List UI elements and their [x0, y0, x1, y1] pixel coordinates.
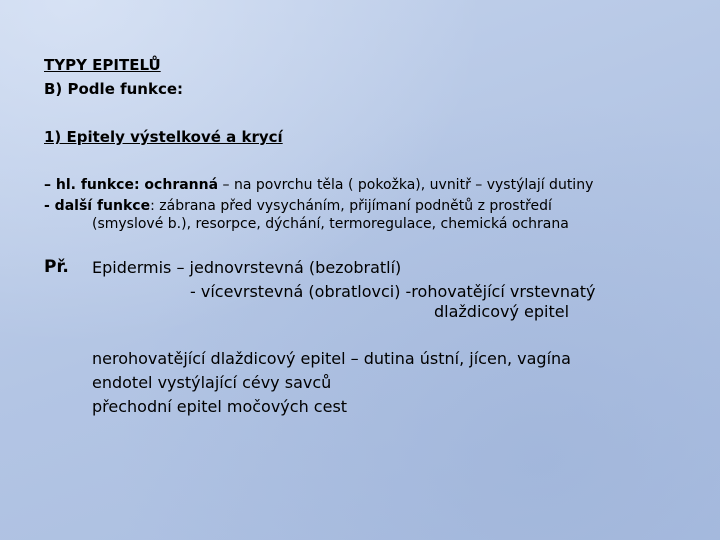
other-function-label: - další funkce [44, 198, 151, 214]
main-function-line [44, 178, 593, 192]
heading-title: TYPY EPITELŮ [44, 56, 161, 74]
example-line: endotel vystýlající cévy savců [92, 373, 332, 392]
other-function-continuation: (smyslové b.), resorpce, dýchání, termoregulace, chemická ochrana [92, 216, 569, 232]
main-function-label: – hl. funkce: ochranná [44, 177, 219, 193]
heading-subtitle: B) Podle funkce: [44, 80, 184, 98]
section-title: 1) Epitely výstelkové a krycí [44, 128, 283, 146]
example-line: - vícevrstevná (obratlovci) -rohovatějící vrstevnatý [190, 282, 596, 301]
other-function-line [44, 199, 552, 213]
example-line: Epidermis – jednovrstevná (bezobratlí) [92, 258, 402, 277]
example-line: přechodní epitel močových cest [92, 397, 348, 416]
example-line: dlaždicový epitel [434, 302, 570, 321]
other-function-text: : zábrana před vysycháním, přijímaní podnětů z prostředí [150, 198, 552, 214]
example-label: Př. [44, 257, 69, 277]
example-line: nerohovatějící dlaždicový epitel – dutina ústní, jícen, vagína [92, 349, 571, 368]
main-function-text: – na povrchu těla ( pokožka), uvnitř – vystýlají dutiny [218, 177, 594, 193]
